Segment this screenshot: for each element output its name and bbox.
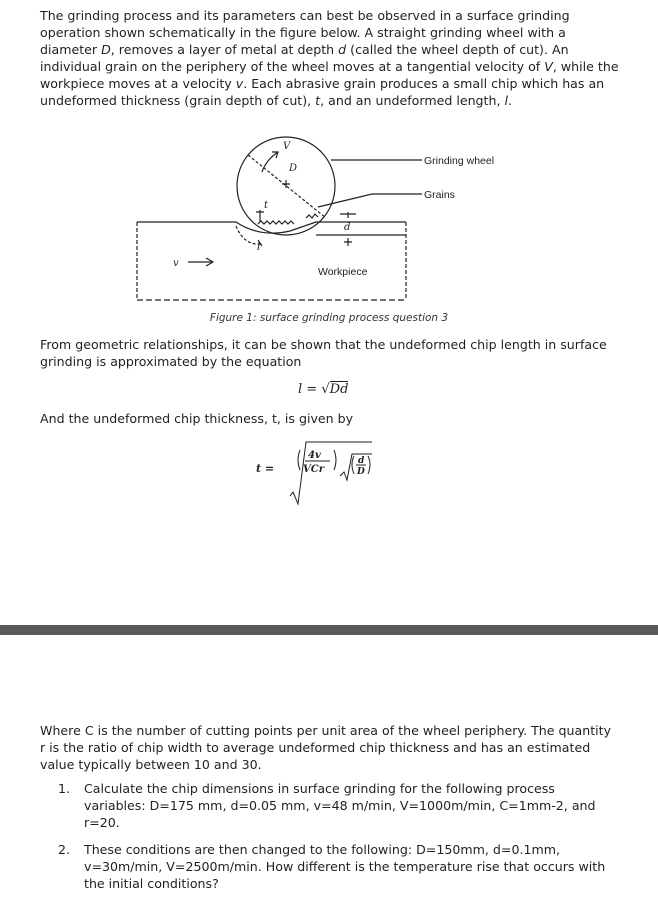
eq2-num2: d <box>358 456 365 466</box>
eq2-num1: 4v <box>308 450 321 461</box>
geometric-paragraph: From geometric relationships, it can be shown that the undeformed chip length in surface grinding is approximated by the equation <box>40 337 607 369</box>
label-workpiece: Workpiece <box>318 266 368 278</box>
label-d: d <box>344 222 351 233</box>
eq2-lhs: t = <box>256 462 275 475</box>
thickness-paragraph: And the undeformed chip thickness, t, is given by <box>40 411 354 426</box>
figure-caption: Figure 1: surface grinding process question 3 <box>209 312 449 324</box>
intro-var-V: V <box>544 59 553 74</box>
question-list <box>58 780 618 902</box>
question-text: These conditions are then changed to the following: D=150mm, d=0.1mm, v=30m/min, V=2500m/min. How different is the temperature rise that occurs with the initial conditions? <box>84 842 606 891</box>
label-grains: Grains <box>424 189 455 201</box>
intro-var-v: v <box>235 76 244 91</box>
eq1-equals: = <box>302 382 322 397</box>
intro-text-1: The grinding process and its parameters can best be observed in a surface grinding operation shown schematically in the figure below. A straight grinding wheel with a diameter <box>40 8 570 57</box>
eq2-den1: VCr <box>303 464 324 475</box>
intro-text-4: , while the workpiece moves at a velocity <box>40 59 619 91</box>
grains <box>258 221 294 224</box>
label-v: v <box>173 258 179 269</box>
intro-text-2: , removes a layer of metal at depth <box>110 42 339 57</box>
where-paragraph: Where C is the number of cutting points per unit area of the wheel periphery. The quantity r is the ratio of chip width to average undeformed chip thickness and has an estimated value typically between 10 and 30. <box>40 723 612 772</box>
depth-marker <box>340 212 356 218</box>
label-l: l <box>257 242 261 253</box>
chip-thickness-equation <box>250 436 390 506</box>
question-item <box>58 780 618 831</box>
sqrt-symbol: √ <box>321 382 330 397</box>
label-t: t <box>264 200 269 211</box>
question-number: 1. <box>58 781 71 796</box>
intro-text-5: . Each abrasive grain produces a small chip which has an undeformed thickness (grain depth of cut), <box>40 76 605 108</box>
intro-var-d: d <box>338 42 347 57</box>
label-grinding-wheel: Grinding wheel <box>424 155 495 167</box>
intro-var-t: t <box>315 93 321 108</box>
intro-text-3: (called the wheel depth of cut). An individual grain on the periphery of the wheel moves at a tangential velocity of <box>40 42 569 74</box>
label-D: D <box>289 163 298 174</box>
question-item <box>58 841 618 892</box>
question-number: 2. <box>58 842 71 857</box>
eq1-lhs: l <box>298 382 303 397</box>
intro-paragraph <box>40 7 620 109</box>
question-text: Calculate the chip dimensions in surface grinding for the following process variables: D=175 mm, d=0.05 mm, v=48 m/min, V=1000m/min, C=1mm-2, and r=20. <box>84 781 596 830</box>
eq2-den2: D <box>357 467 365 477</box>
intro-var-l: l <box>504 93 508 108</box>
diameter-line <box>248 155 326 218</box>
intro-text-7: . <box>507 93 512 108</box>
grinding-diagram <box>0 130 658 320</box>
intro-text-6: , and an undeformed length, <box>320 93 505 108</box>
eq1-radicand: Dd <box>329 382 349 397</box>
chip-length-equation <box>298 382 348 397</box>
intro-var-D: D <box>101 42 111 57</box>
page-divider <box>0 625 658 635</box>
label-V: V <box>283 141 291 152</box>
